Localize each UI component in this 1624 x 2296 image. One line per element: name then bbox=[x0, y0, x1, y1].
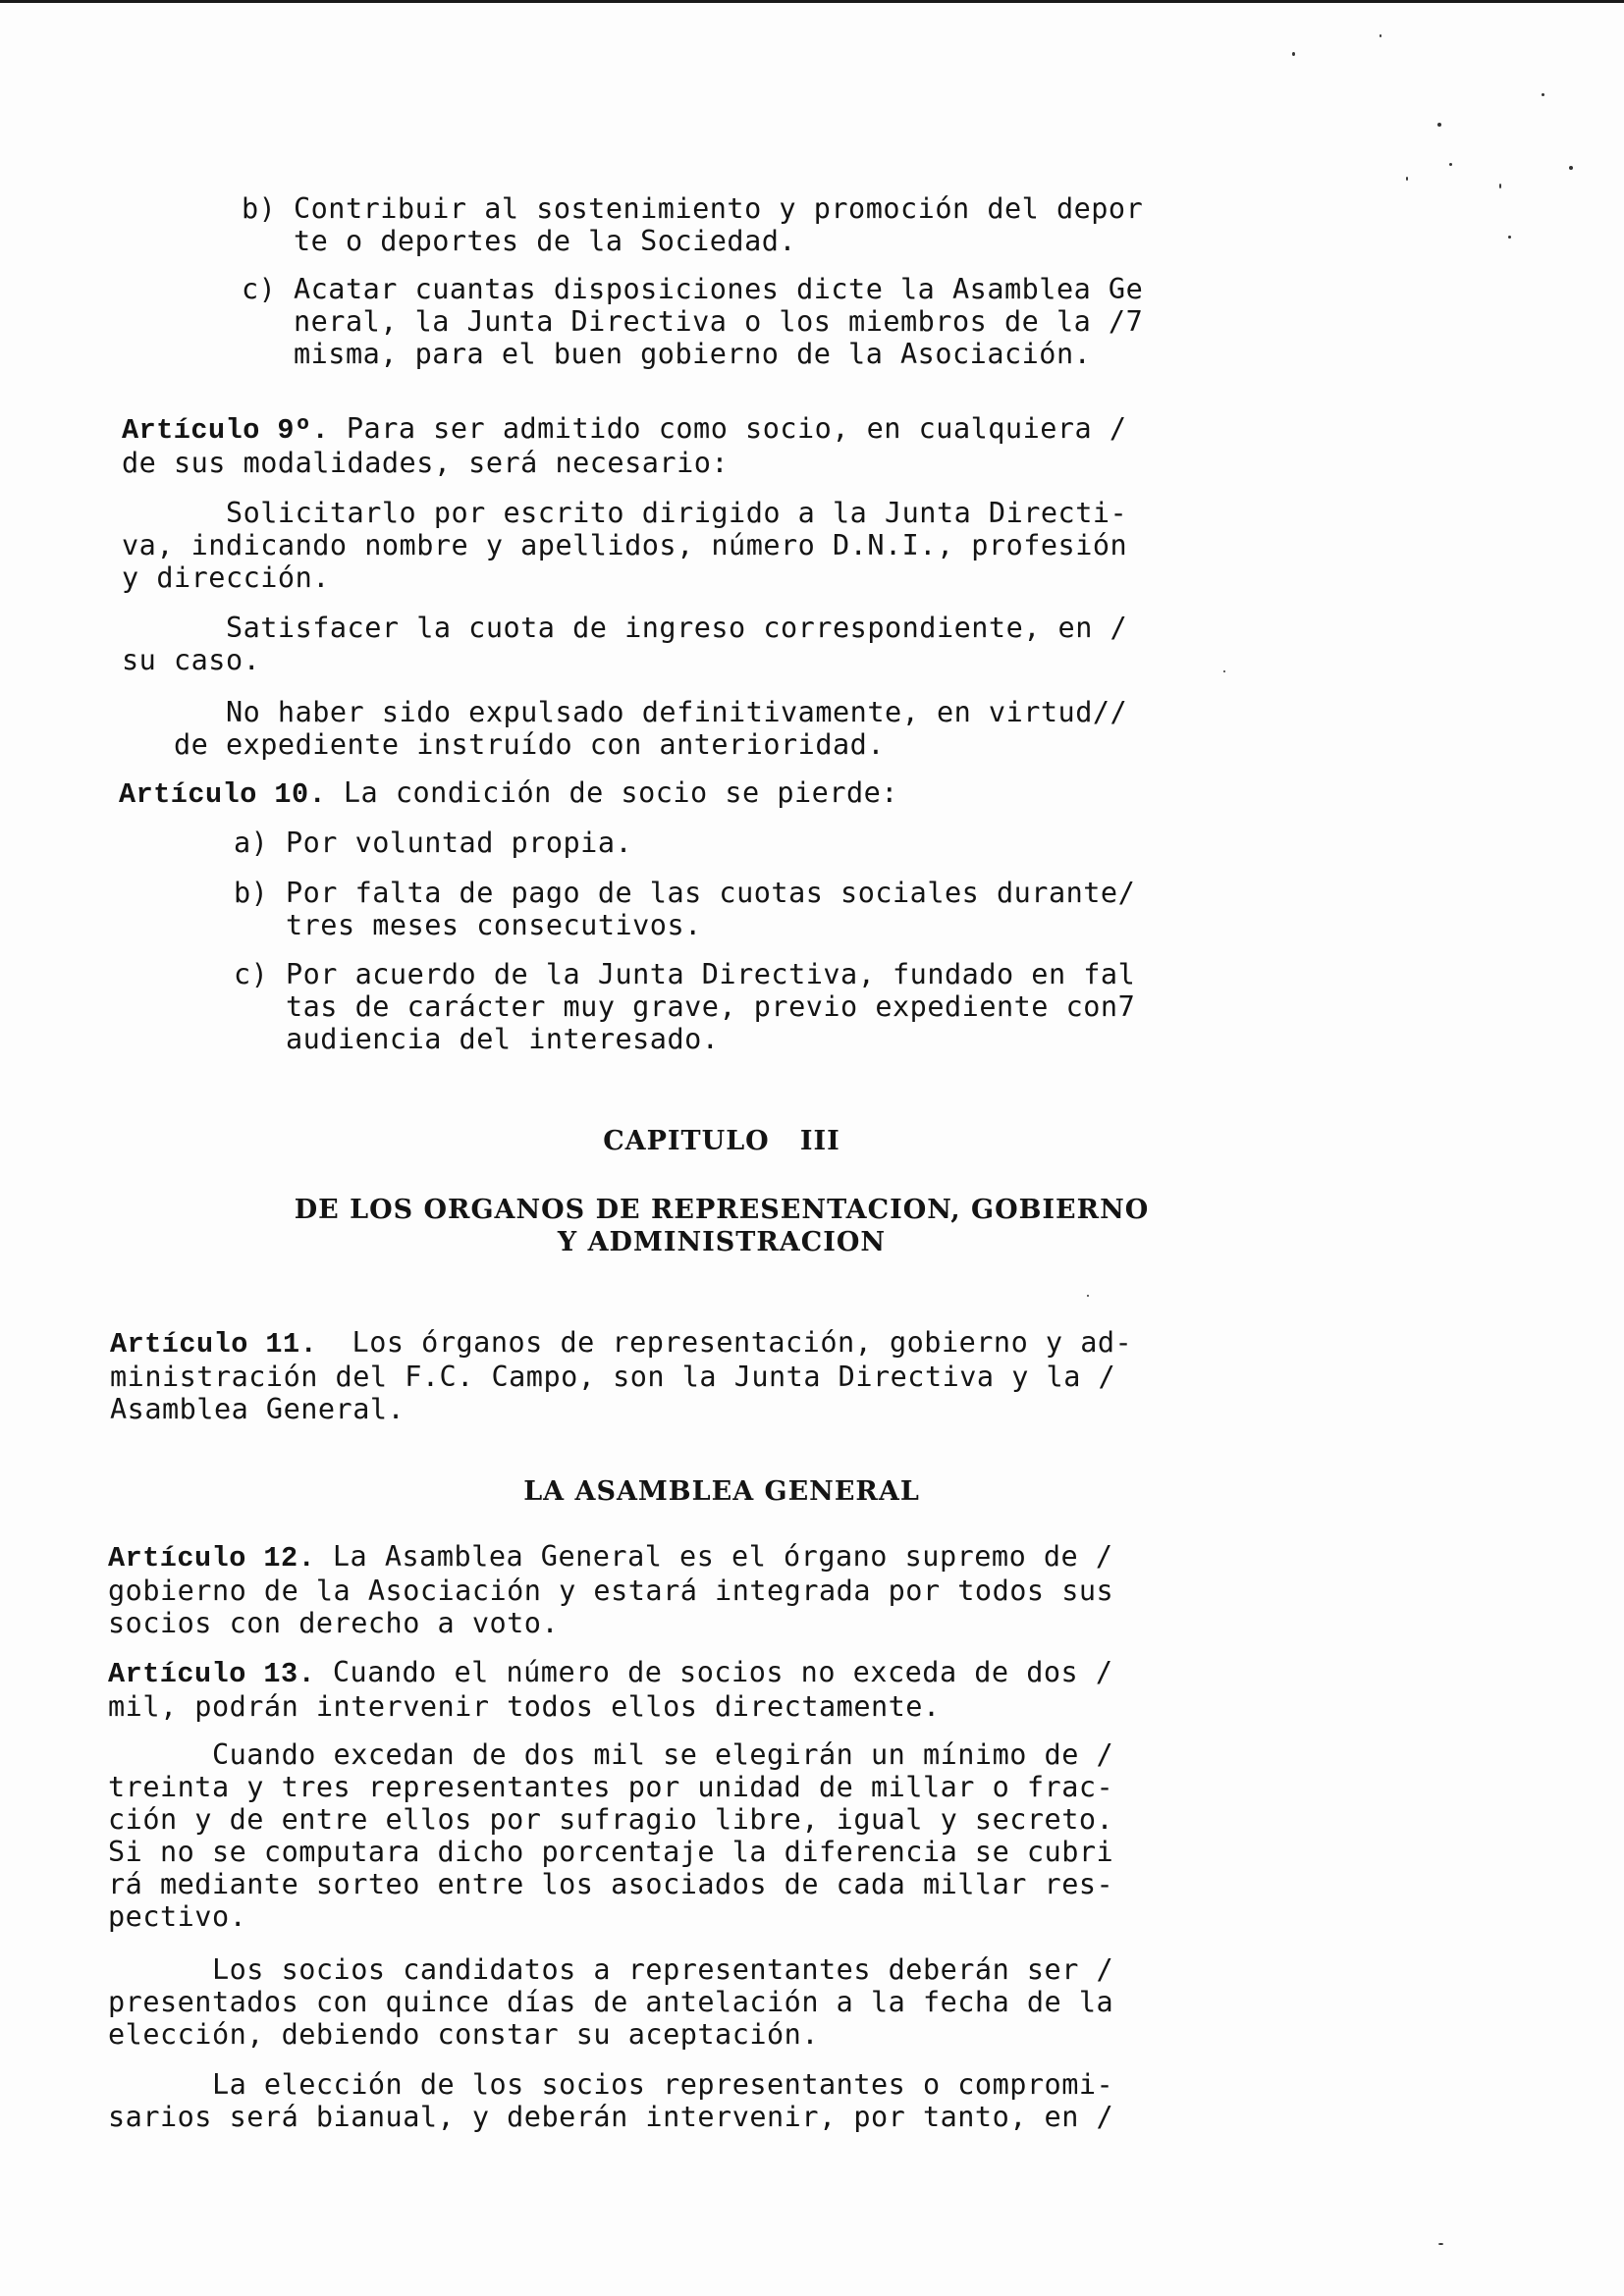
item-b-obligation: b) Contribuir al sostenimiento y promoción del depor te o deportes de la Sociedad. bbox=[242, 192, 1144, 257]
article-10-item-a: a) Por voluntad propia. bbox=[234, 827, 633, 859]
article-9 bbox=[122, 412, 1127, 479]
scan-speck bbox=[1449, 163, 1452, 166]
scan-speck bbox=[1223, 670, 1225, 672]
article-11-label: Artículo 11. bbox=[110, 1328, 318, 1361]
article-13-text: Cuando el número de socios no exceda de dos / mil, podrán intervenir todos ellos directamente. bbox=[108, 1656, 1113, 1723]
chapter-title: CAPITULO III bbox=[603, 1126, 840, 1156]
chapter-subtitle: DE LOS ORGANOS DE REPRESENTACION, GOBIERNO Y ADMINISTRACION bbox=[294, 1195, 1150, 1257]
scan-speck bbox=[1508, 236, 1511, 239]
article-9-text: Para ser admitido como socio, en cualquiera / de sus modalidades, será necesario: bbox=[122, 412, 1127, 479]
article-9-label: Artículo 9º. bbox=[122, 414, 330, 447]
article-9-paragraph-3: No haber sido expulsado definitivamente, en virtud// de expediente instruído con anterioridad. bbox=[173, 696, 1128, 761]
item-c-obligation: c) Acatar cuantas disposiciones dicte la Asamblea Ge neral, la Junta Directiva o los miembros de la /7 misma, para el buen gobierno de la Asociación. bbox=[242, 273, 1144, 370]
scan-speck bbox=[1499, 184, 1501, 188]
article-13-paragraph-2: Cuando excedan de dos mil se elegirán un mínimo de / treinta y tres representantes por unidad de millar o frac- ción y de entre ellos por sufragio libre, igual y secreto. Si no se computara dicho porcentaje la diferencia se cubri rá mediante sorteo entre los asociados de cada millar res- pectivo. bbox=[108, 1738, 1114, 1933]
article-11 bbox=[110, 1326, 1132, 1425]
section-title: LA ASAMBLEA GENERAL bbox=[523, 1476, 920, 1507]
scan-speck bbox=[1406, 177, 1408, 181]
article-10 bbox=[119, 776, 898, 811]
scan-speck bbox=[1087, 1295, 1089, 1297]
article-11-text: Los órganos de representación, gobierno y ad- ministración del F.C. Campo, son la Junta Directiva y la / Asamblea General. bbox=[110, 1326, 1133, 1425]
article-9-paragraph-2: Satisfacer la cuota de ingreso correspondiente, en / su caso. bbox=[122, 612, 1128, 676]
scan-speck bbox=[1542, 93, 1544, 96]
article-10-label: Artículo 10. bbox=[119, 778, 327, 811]
article-12 bbox=[108, 1540, 1113, 1639]
scan-speck bbox=[1569, 166, 1573, 170]
article-10-text: La condición de socio se pierde: bbox=[326, 776, 898, 809]
scan-speck bbox=[1438, 2243, 1443, 2245]
article-10-item-b: b) Por falta de pago de las cuotas sociales durante/ tres meses consecutivos. bbox=[234, 877, 1136, 941]
article-13-paragraph-4: La elección de los socios representantes o compromi- sarios será bianual, y deberán intervenir, por tanto, en / bbox=[108, 2068, 1114, 2133]
scan-speck bbox=[1380, 34, 1381, 37]
article-10-item-c: c) Por acuerdo de la Junta Directiva, fundado en fal tas de carácter muy grave, previo expediente con7 audiencia del interesado. bbox=[234, 958, 1136, 1055]
article-13-label: Artículo 13. bbox=[108, 1658, 316, 1690]
article-12-label: Artículo 12. bbox=[108, 1542, 316, 1575]
scan-speck bbox=[1292, 52, 1295, 56]
article-12-text: La Asamblea General es el órgano supremo de / gobierno de la Asociación y estará integrada por todos sus socios con derecho a voto. bbox=[108, 1540, 1114, 1639]
article-13-paragraph-3: Los socios candidatos a representantes deberán ser / presentados con quince días de antelación a la fecha de la elección, debiendo constar su aceptación. bbox=[108, 1953, 1114, 2051]
scan-speck bbox=[1437, 123, 1441, 127]
article-13 bbox=[108, 1656, 1113, 1723]
article-9-paragraph-1: Solicitarlo por escrito dirigido a la Junta Directi- va, indicando nombre y apellidos, número D.N.I., profesión y dirección. bbox=[122, 497, 1128, 594]
